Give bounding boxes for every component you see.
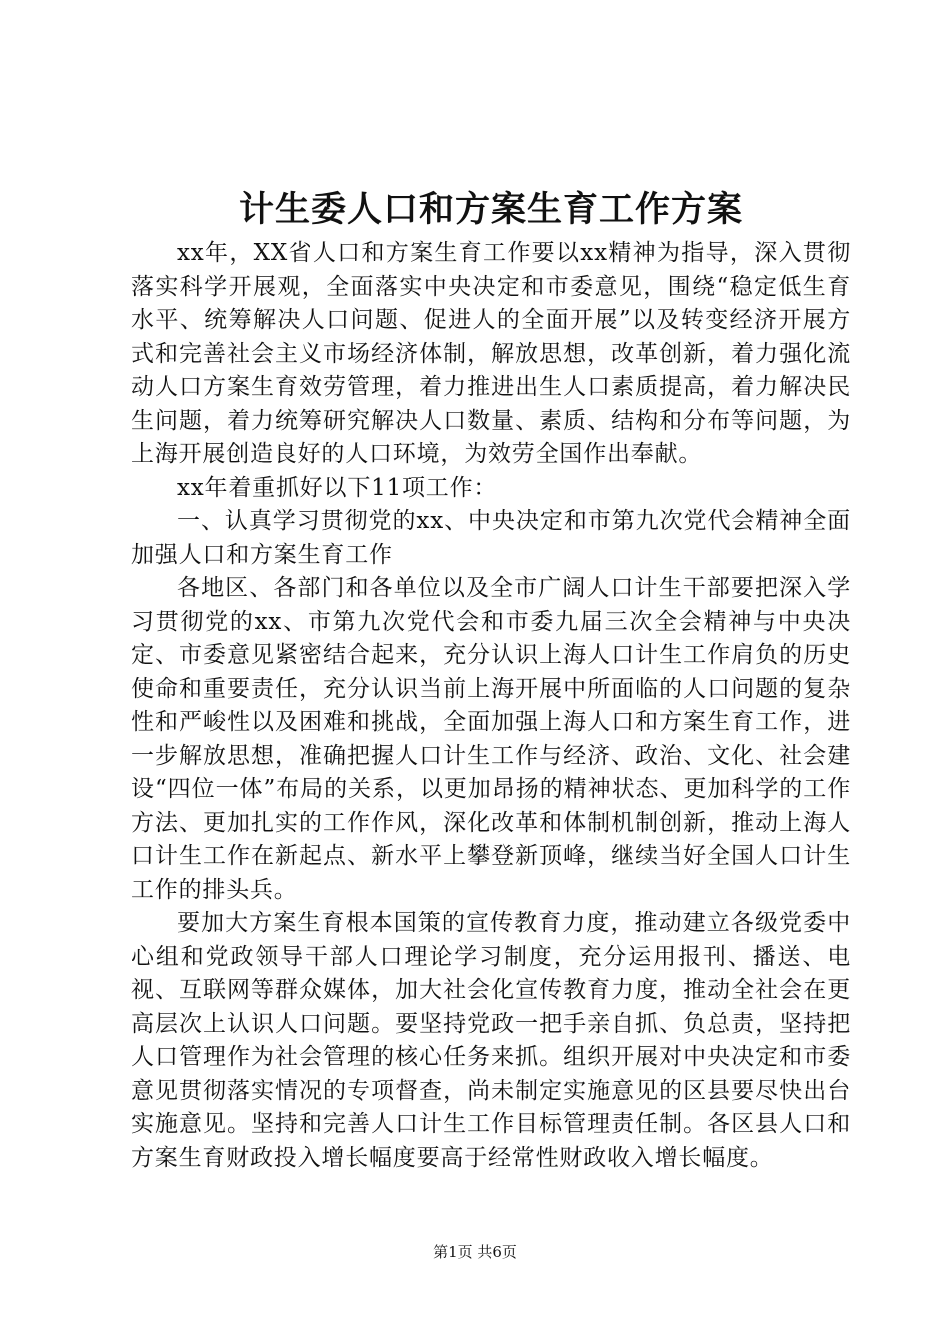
document-page: [131, 185, 851, 1175]
paragraph-body-1: 各地区、各部门和各单位以及全市广阔人口计生干部要把深入学习贯彻党的xx、市第九次党代会和市委九届三次全会精神与中央决定、市委意见紧密结合起来，充分认识上海人口计生工作肩负的历史使命和重要责任，充分认识当前上海开展中所面临的人口问题的复杂性和严峻性以及困难和挑战，全面加强上海人口和方案生育工作，进一步解放思想，准确把握人口计生工作与经济、政治、文化、社会建设“四位一体”布局的关系，以更加昂扬的精神状态、更加科学的工作方法、更加扎实的工作作风，深化改革和体制机制创新，推动上海人口计生工作在新起点、新水平上攀登新顶峰，继续当好全国人口计生工作的排头兵。: [131, 575, 851, 903]
paragraph-intro: xx年，XX省人口和方案生育工作要以xx精神为指导，深入贯彻落实科学开展观，全面落实中央决定和市委意见，围绕“稳定低生育水平、统筹解决人口问题、促进人的全面开展”以及转变经济开展方式和完善社会主义市场经济体制，解放思想，改革创新，着力强化流动人口方案生育效劳管理，着力推进出生人口素质提高，着力解决民生问题，着力统筹研究解决人口数量、素质、结构和分布等问题，为上海开展创造良好的人口环境，为效劳全国作出奉献。: [131, 240, 851, 467]
document-body: [131, 237, 851, 1175]
section-heading-one: 一、认真学习贯彻党的xx、中央决定和市第九次党代会精神全面加强人口和方案生育工作: [131, 508, 851, 568]
document-title: 计生委人口和方案生育工作方案: [238, 189, 743, 230]
paragraph-tasks-lead: xx年着重抓好以下11项工作：: [177, 474, 498, 501]
page-footer: 第1页 共6页: [433, 1243, 517, 1261]
paragraph-body-2: 要加大方案生育根本国策的宣传教育力度，推动建立各级党委中心组和党政领导干部人口理论学习制度，充分运用报刊、播送、电视、互联网等群众媒体，加大社会化宣传教育力度，推动全社会在更高层次上认识人口问题。要坚持党政一把手亲自抓、负总责，坚持把人口管理作为社会管理的核心任务来抓。组织开展对中央决定和市委意见贯彻落实情况的专项督查，尚未制定实施意见的区县要尽快出台实施意见。坚持和完善人口计生工作目标管理责任制。各区县人口和方案生育财政投入增长幅度要高于经常性财政收入增长幅度。: [131, 910, 851, 1171]
